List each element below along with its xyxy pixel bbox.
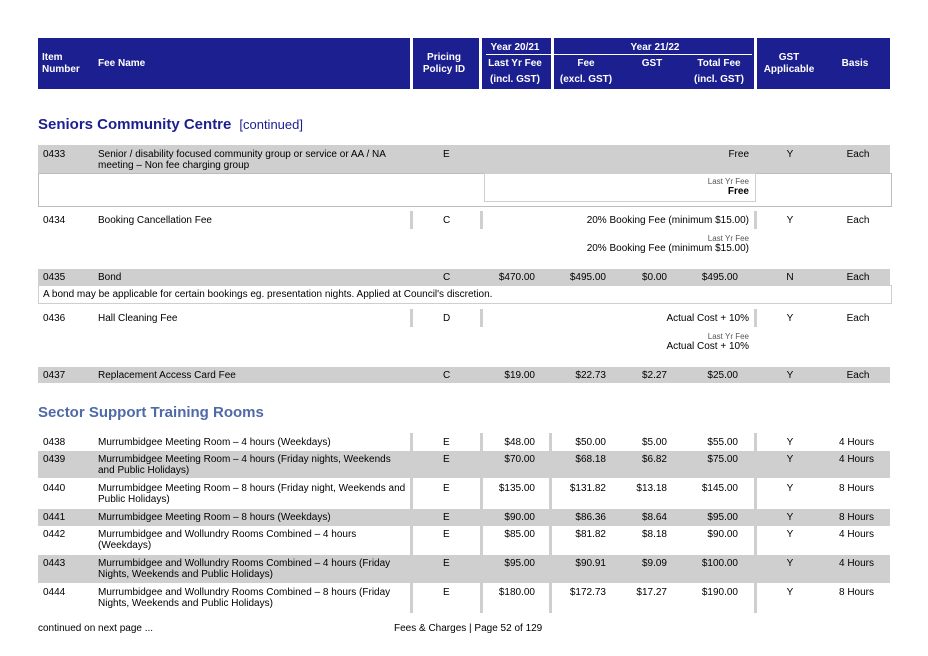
- column-divider: [754, 433, 757, 613]
- header-gst: GST: [641, 58, 663, 69]
- gst-amount: $2.27: [641, 370, 667, 381]
- fee-excl-gst: $22.73: [575, 370, 606, 381]
- table-row: [38, 555, 890, 583]
- section-continued: [continued]: [239, 117, 303, 132]
- section-title-seniors: [38, 116, 303, 133]
- basis: Each: [846, 272, 870, 283]
- table-row: [38, 434, 890, 451]
- total-fee: $75.00: [707, 454, 738, 465]
- header-incl-gst: (incl. GST): [490, 74, 540, 85]
- last-yr-fee: $70.00: [504, 454, 535, 465]
- pricing-policy: C: [443, 215, 451, 226]
- column-divider: [410, 211, 413, 229]
- gst-applicable: Y: [786, 149, 794, 160]
- pricing-policy: E: [443, 512, 450, 523]
- header-year-prev: Year 20/21: [490, 42, 540, 53]
- item-number: 0441: [43, 512, 66, 523]
- total-fee: $100.00: [701, 558, 738, 569]
- table-row: [38, 145, 890, 173]
- gst-amount: $8.18: [641, 529, 667, 540]
- gst-amount: $13.18: [636, 483, 667, 494]
- header-excl-gst: (excl. GST): [559, 74, 613, 85]
- gst-applicable: Y: [786, 512, 794, 523]
- last-yr-value: 20% Booking Fee (minimum $15.00): [586, 243, 749, 254]
- last-yr-value: Free: [727, 186, 749, 197]
- gst-applicable: Y: [786, 437, 794, 448]
- table-row: [38, 310, 890, 358]
- fee-name: Murrumbidgee and Wollundry Rooms Combined – 4 hours (Weekdays): [98, 529, 357, 551]
- fee-name: Hall Cleaning Fee: [98, 313, 178, 324]
- fee-excl-gst: $495.00: [569, 272, 606, 283]
- column-divider: [410, 433, 413, 613]
- header-pricing-line1: Pricing: [427, 52, 461, 63]
- last-year-panel: [38, 173, 892, 207]
- basis: 8 Hours: [838, 483, 874, 494]
- header-subdivider: [486, 54, 752, 55]
- pricing-policy: E: [443, 483, 450, 494]
- gst-amount: $6.82: [641, 454, 667, 465]
- fee-excl-gst: $81.82: [575, 529, 606, 540]
- column-divider: [754, 211, 757, 229]
- total-fee: $90.00: [707, 529, 738, 540]
- fee-name: Murrumbidgee and Wollundry Rooms Combined – 8 hours (Friday Nights, Weekends and Public Holidays): [98, 587, 391, 609]
- basis: Each: [846, 313, 870, 324]
- pricing-policy: E: [443, 149, 450, 160]
- gst-amount: $8.64: [641, 512, 667, 523]
- item-number: 0438: [43, 437, 66, 448]
- table-row: [38, 269, 890, 285]
- total-fee: $55.00: [707, 437, 738, 448]
- fee-name: Senior / disability focused community group or service or AA / NA meeting – Non fee charging group: [98, 149, 386, 171]
- last-yr-fee: $90.00: [504, 512, 535, 523]
- fee-name: Murrumbidgee Meeting Room – 8 hours (Weekdays): [98, 512, 331, 523]
- last-yr-label: Last Yr Fee: [707, 177, 749, 186]
- pricing-policy: C: [443, 370, 451, 381]
- fee-excl-gst: $50.00: [575, 437, 606, 448]
- continued-note: continued on next page ...: [38, 623, 154, 634]
- header-divider: [410, 38, 413, 89]
- last-yr-fee: $95.00: [504, 558, 535, 569]
- fee-excl-gst: $68.18: [575, 454, 606, 465]
- gst-amount: $17.27: [636, 587, 667, 598]
- header-last-yr-fee: Last Yr Fee: [488, 58, 542, 69]
- gst-applicable: Y: [786, 483, 794, 494]
- bond-note: A bond may be applicable for certain bookings eg. presentation nights. Applied at Council's discretion.: [43, 289, 493, 300]
- basis: 4 Hours: [838, 454, 874, 465]
- table-row: [38, 526, 890, 554]
- header-gst-app-line1: GST: [778, 52, 800, 63]
- header-gst-app-line2: Applicable: [763, 64, 815, 75]
- item-number: 0439: [43, 454, 66, 465]
- basis: Each: [846, 215, 870, 226]
- header-pricing-policy: [414, 52, 474, 76]
- header-fee-name: Fee Name: [98, 58, 146, 69]
- fee-text: 20% Booking Fee (minimum $15.00): [586, 215, 749, 226]
- table-row: [38, 509, 890, 526]
- table-row: [38, 212, 890, 260]
- gst-amount: $0.00: [641, 272, 667, 283]
- column-divider: [754, 309, 757, 327]
- pricing-policy: E: [443, 437, 450, 448]
- last-yr-label: Last Yr Fee: [707, 332, 749, 341]
- total-fee: $25.00: [707, 370, 738, 381]
- basis: 4 Hours: [838, 558, 874, 569]
- basis: 4 Hours: [838, 529, 874, 540]
- basis: Each: [846, 149, 870, 160]
- last-yr-fee: $85.00: [504, 529, 535, 540]
- header-year-curr: Year 21/22: [630, 42, 680, 53]
- column-divider: [480, 309, 483, 327]
- gst-applicable: Y: [786, 454, 794, 465]
- pricing-policy: E: [443, 454, 450, 465]
- table-row: [38, 451, 890, 478]
- total-fee: $190.00: [701, 587, 738, 598]
- fee-name: Bond: [98, 272, 122, 283]
- last-yr-fee: $180.00: [498, 587, 535, 598]
- pricing-policy: E: [443, 587, 450, 598]
- header-total-fee: Total Fee: [697, 58, 741, 69]
- last-yr-label: Last Yr Fee: [707, 234, 749, 243]
- last-yr-fee: $19.00: [504, 370, 535, 381]
- table-row: [38, 367, 890, 383]
- last-yr-fee: $48.00: [504, 437, 535, 448]
- last-yr-fee: $470.00: [498, 272, 535, 283]
- gst-applicable: Y: [786, 215, 794, 226]
- total-fee: $145.00: [701, 483, 738, 494]
- section-title-sector: Sector Support Training Rooms: [38, 404, 264, 421]
- column-divider: [410, 309, 413, 327]
- gst-applicable: Y: [786, 370, 794, 381]
- gst-amount: $5.00: [641, 437, 667, 448]
- pricing-policy: D: [443, 313, 451, 324]
- header-item-line1: Item: [42, 52, 63, 63]
- header-item-line2: Number: [42, 64, 80, 75]
- gst-applicable: Y: [786, 587, 794, 598]
- item-number: 0436: [43, 313, 66, 324]
- item-number: 0434: [43, 215, 66, 226]
- basis: 4 Hours: [838, 437, 874, 448]
- item-number: 0435: [43, 272, 66, 283]
- fee-name: Murrumbidgee Meeting Room – 8 hours (Friday night, Weekends and Public Holidays): [98, 483, 406, 505]
- item-number: 0433: [43, 149, 66, 160]
- table-row: [38, 584, 890, 612]
- column-divider: [480, 433, 483, 613]
- header-basis: Basis: [841, 58, 869, 69]
- header-divider: [479, 38, 482, 89]
- gst-applicable: Y: [786, 529, 794, 540]
- last-yr-fee: $135.00: [498, 483, 535, 494]
- gst-amount: $9.09: [641, 558, 667, 569]
- basis: 8 Hours: [838, 587, 874, 598]
- fee-text: Actual Cost + 10%: [666, 313, 749, 324]
- pricing-policy: E: [443, 558, 450, 569]
- fee-text: Free: [728, 149, 749, 160]
- fee-name: Murrumbidgee Meeting Room – 4 hours (Friday nights, Weekends and Public Holidays): [98, 454, 391, 476]
- fee-name: Replacement Access Card Fee: [98, 370, 236, 381]
- fee-name: Murrumbidgee Meeting Room – 4 hours (Weekdays): [98, 437, 331, 448]
- total-fee: $495.00: [701, 272, 738, 283]
- table-row: [38, 480, 890, 508]
- pricing-policy: C: [443, 272, 451, 283]
- basis: 8 Hours: [838, 512, 874, 523]
- fee-excl-gst: $86.36: [575, 512, 606, 523]
- fee-excl-gst: $172.73: [569, 587, 606, 598]
- header-pricing-line2: Policy ID: [422, 64, 466, 75]
- fee-excl-gst: $131.82: [569, 483, 606, 494]
- gst-applicable: N: [786, 272, 794, 283]
- gst-applicable: Y: [786, 313, 794, 324]
- fee-excl-gst: $90.91: [575, 558, 606, 569]
- header-fee: Fee: [577, 58, 595, 69]
- fee-name: Murrumbidgee and Wollundry Rooms Combined – 4 hours (Friday Nights, Weekends and Public Holidays): [98, 558, 391, 580]
- column-divider: [480, 211, 483, 229]
- header-gst-applicable: [758, 52, 820, 76]
- item-number: 0437: [43, 370, 66, 381]
- header-item-number: [42, 52, 80, 76]
- item-number: 0442: [43, 529, 66, 540]
- item-number: 0440: [43, 483, 66, 494]
- last-yr-value: Actual Cost + 10%: [666, 341, 749, 352]
- fee-name: Booking Cancellation Fee: [98, 215, 212, 226]
- page-number: Fees & Charges | Page 52 of 129: [394, 623, 543, 634]
- basis: Each: [846, 370, 870, 381]
- table-header: [38, 38, 890, 89]
- header-total-incl-gst: (incl. GST): [694, 74, 744, 85]
- item-number: 0444: [43, 587, 66, 598]
- header-divider: [551, 38, 554, 89]
- total-fee: $95.00: [707, 512, 738, 523]
- column-divider: [549, 433, 552, 613]
- gst-applicable: Y: [786, 558, 794, 569]
- item-number: 0443: [43, 558, 66, 569]
- header-divider: [754, 38, 757, 89]
- section-title-text: Seniors Community Centre: [38, 116, 232, 133]
- pricing-policy: E: [443, 529, 450, 540]
